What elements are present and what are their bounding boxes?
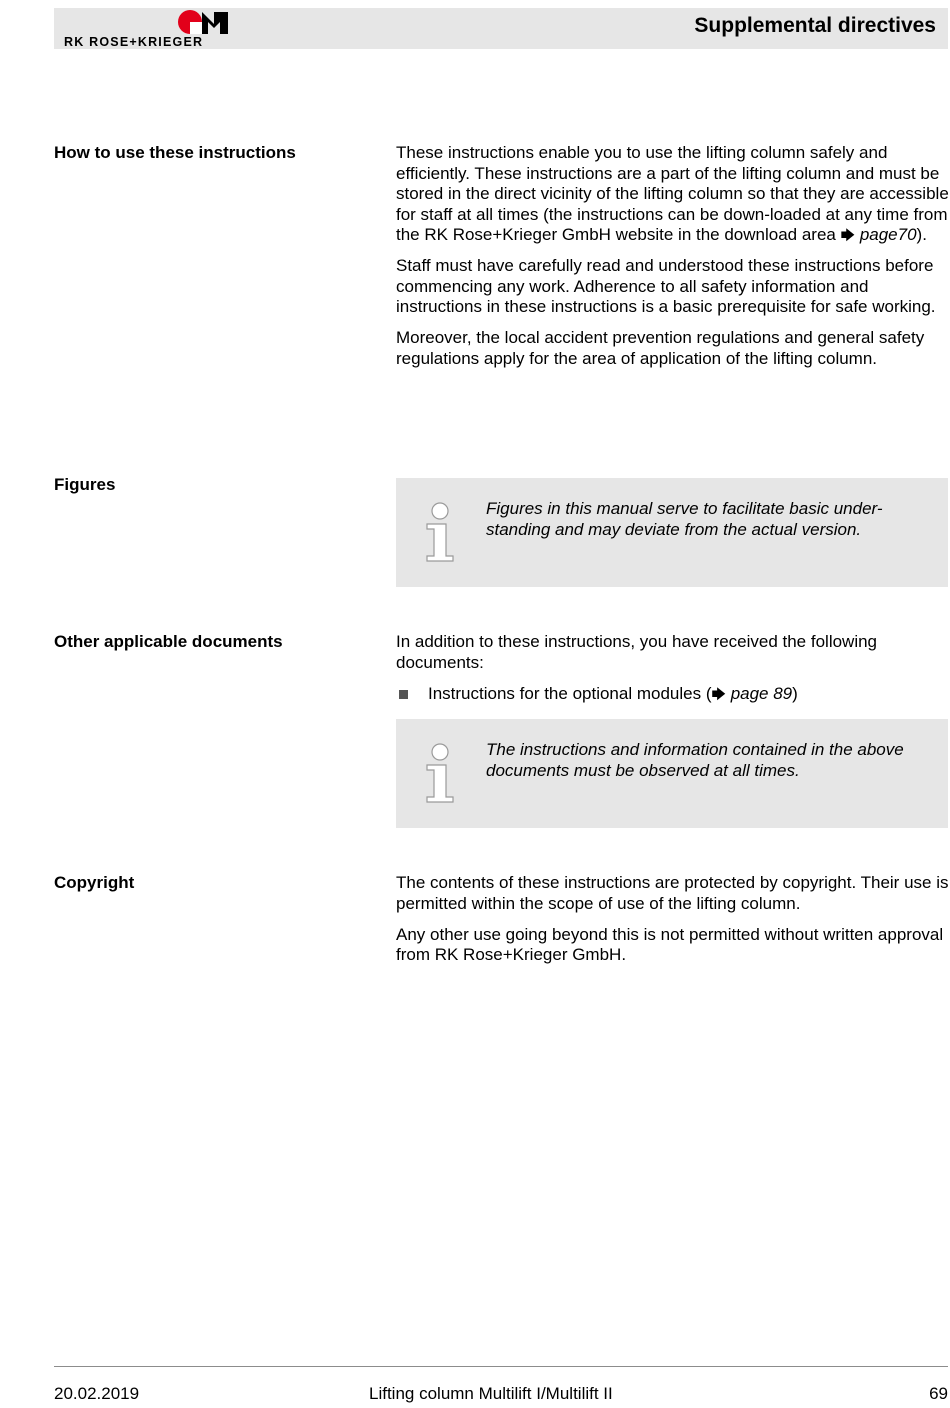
- paragraph-text: ).: [916, 225, 927, 244]
- info-box-figures: [396, 478, 948, 587]
- info-text: The instructions and information contained in the above documents must be observed at all times.: [486, 740, 904, 780]
- page-reference-link[interactable]: page70: [859, 225, 917, 244]
- paragraph: [396, 143, 949, 246]
- list-item-text: ): [792, 684, 798, 703]
- logo-text: RK ROSE+KRIEGER: [64, 35, 204, 49]
- section-label-figures: Figures: [54, 475, 116, 494]
- info-text: Figures in this manual serve to facilitate basic under-standing and may deviate from the actual version.: [486, 499, 883, 539]
- section-body-how-to-use: [396, 143, 949, 380]
- info-icon: [422, 500, 458, 564]
- page-title: Supplemental directives: [694, 14, 936, 37]
- footer-product: Lifting column Multilift I/Multilift II: [369, 1384, 613, 1403]
- info-icon: [422, 741, 458, 805]
- arrow-pointer-icon: 🡆: [711, 686, 726, 702]
- info-box-other-documents: [396, 719, 948, 828]
- company-logo: [64, 10, 230, 50]
- section-label-how-to-use: How to use these instructions: [54, 143, 296, 162]
- section-body-other-documents: [396, 632, 949, 684]
- footer-date: 20.02.2019: [54, 1384, 140, 1403]
- paragraph: Staff must have carefully read and understood these instructions before commencing any work. Adherence to all safety information and instructions in these instructions is a basic prerequisite for safe working.: [396, 256, 936, 316]
- footer-page-number: 69: [929, 1384, 948, 1403]
- arrow-pointer-icon: 🡆: [840, 227, 856, 243]
- paragraph: Moreover, the local accident prevention regulations and general safety regulations apply for the area of application of the lifting column.: [396, 328, 925, 368]
- logo-mark-icon: [178, 10, 228, 34]
- list-item-text: Instructions for the optional modules (: [428, 684, 712, 703]
- section-label-other-documents: Other applicable documents: [54, 632, 283, 651]
- paragraph: Any other use going beyond this is not permitted without written approval from RK Rose+Krieger GmbH.: [396, 924, 944, 964]
- page-reference-link[interactable]: page 89: [730, 684, 793, 703]
- section-label-copyright: Copyright: [54, 873, 135, 892]
- paragraph-text: These instructions enable you to use the lifting column safely and efficiently. These instructions are a part of the lifting column and must be stored in the direct vicinity of the lifting column so that they are accessible for staff at all times (the instructions can be down-loaded at any time from the RK Rose+Krieger GmbH website in the download area: [396, 143, 949, 244]
- footer-divider: [54, 1366, 948, 1367]
- paragraph: The contents of these instructions are protected by copyright. Their use is permitted within the scope of use of the lifting column.: [396, 873, 949, 913]
- paragraph: In addition to these instructions, you have received the following documents:: [396, 632, 878, 672]
- square-bullet-icon: [399, 690, 408, 699]
- section-body-copyright: [396, 873, 949, 976]
